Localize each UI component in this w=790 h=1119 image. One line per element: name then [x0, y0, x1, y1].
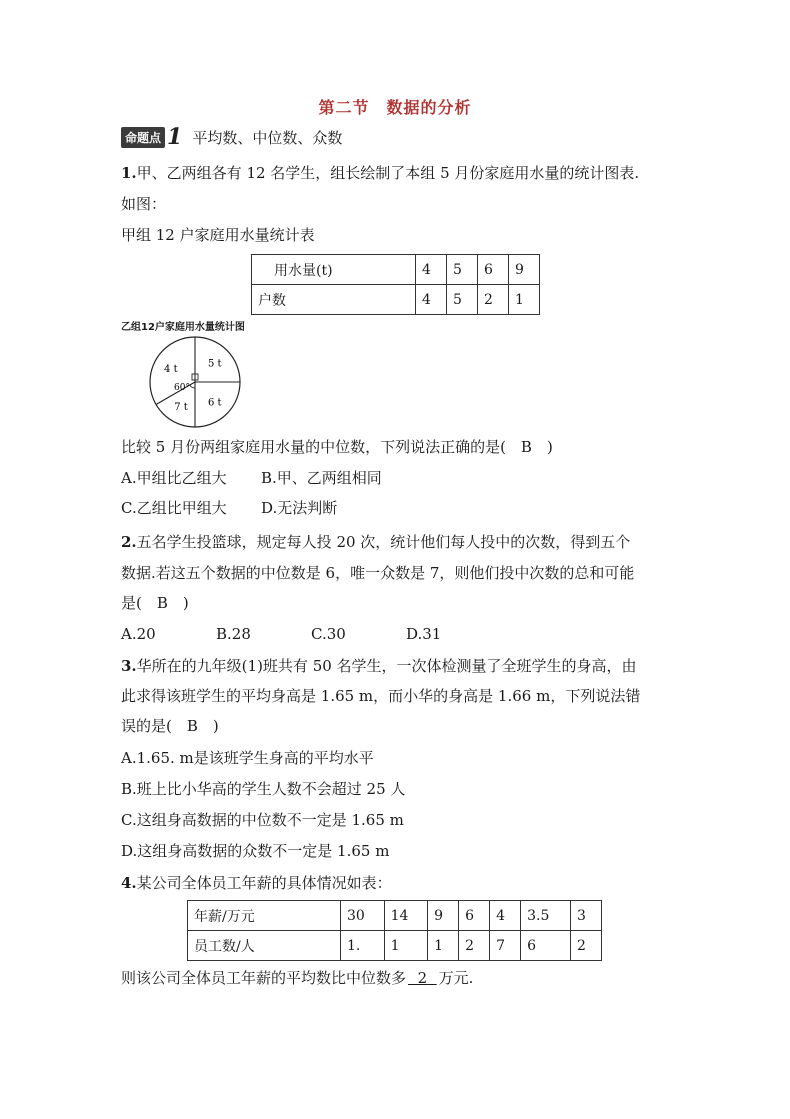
table-cell: 5 [447, 255, 478, 285]
q3-option-b[interactable]: B.班上比小华高的学生人数不会超过 25 人 [121, 780, 406, 798]
topic-header [121, 124, 343, 150]
pie-slice-label: 7 t [174, 402, 188, 414]
table-cell: 3.5 [521, 901, 571, 931]
q4-answer-suffix: 万元. [438, 969, 474, 987]
pie-slice-label: 6 t [207, 397, 222, 409]
table-cell: 1. [341, 931, 385, 961]
q2-option-a[interactable]: A.20 [121, 625, 156, 643]
q1-option-d[interactable]: D.无法判断 [261, 499, 338, 517]
table-cell: 9 [509, 255, 540, 285]
q1-question: 比较 5 月份两组家庭用水量的中位数，下列说法正确的是( B ) [121, 438, 553, 456]
q1-table-title: 甲组 12 户家庭用水量统计表 [121, 226, 315, 244]
q4-line1 [121, 873, 392, 893]
q2-line3: 是( B ) [121, 594, 189, 612]
pie-slice-label: 4 t [164, 364, 178, 376]
table-cell: 户数 [252, 285, 416, 315]
table-row [188, 931, 602, 961]
q4-text: 某公司全体员工年薪的具体情况如表： [136, 874, 392, 892]
table-cell: 年薪/万元 [188, 901, 341, 931]
q1-line1 [121, 163, 639, 183]
table-cell: 30 [341, 901, 385, 931]
q1-option-c[interactable]: C.乙组比甲组大 [121, 499, 227, 517]
q2-option-d[interactable]: D.31 [406, 625, 442, 643]
table-cell: 9 [428, 901, 459, 931]
table-cell: 2 [478, 285, 509, 315]
q1-text: 甲、乙两组各有 12 名学生，组长绘制了本组 5 月份家庭用水量的统计图表. [136, 164, 640, 182]
q2-option-c[interactable]: C.30 [311, 625, 346, 643]
q2-option-b[interactable]: B.28 [216, 625, 251, 643]
pie-chart [140, 333, 250, 433]
q1-option-b[interactable]: B.甲、乙两组相同 [261, 469, 382, 487]
table-cell: 7 [490, 931, 521, 961]
q4-answer: 2 [417, 969, 428, 987]
table-cell: 6 [459, 901, 490, 931]
pie-chart-title: 乙组12户家庭用水量统计图 [121, 322, 245, 333]
table-cell: 用水量(t) [252, 255, 416, 285]
table-cell: 3 [570, 901, 601, 931]
table-cell: 14 [384, 901, 428, 931]
q4-answer-line [121, 968, 473, 988]
q2-number: 2. [121, 533, 137, 551]
table-cell: 1 [428, 931, 459, 961]
q2-line2: 数据.若这五个数据的中位数是 6，唯一众数是 7，则他们投中次数的总和可能 [121, 564, 635, 582]
q3-number: 3. [121, 657, 137, 675]
q3-text: 华所在的九年级(1)班共有 50 名学生，一次体检测量了全班学生的身高，由 [136, 657, 637, 675]
q2-line1 [121, 532, 630, 552]
q2-text: 五名学生投篮球，规定每人投 20 次，统计他们每人投中的次数，得到五个 [136, 533, 631, 551]
q1-water-table [251, 254, 540, 315]
q3-option-c[interactable]: C.这组身高数据的中位数不一定是 1.65 m [121, 811, 404, 829]
q4-answer-blank[interactable] [406, 969, 439, 987]
topic-badge: 命题点 [121, 127, 165, 148]
q1-option-a[interactable]: A.甲组比乙组大 [121, 469, 227, 487]
table-cell: 4 [490, 901, 521, 931]
q1-number: 1. [121, 164, 137, 182]
table-cell: 1 [384, 931, 428, 961]
topic-number: 1 [167, 124, 183, 150]
table-cell: 4 [416, 255, 447, 285]
table-cell: 6 [521, 931, 571, 961]
topic-label: 平均数、中位数、众数 [192, 128, 343, 147]
q3-option-a[interactable]: A.1.65. m是该班学生身高的平均水平 [121, 749, 374, 767]
q3-line3: 误的是( B ) [121, 717, 219, 735]
table-cell: 2 [459, 931, 490, 961]
q1-line2: 如图： [121, 195, 167, 213]
table-row [252, 255, 540, 285]
table-cell: 2 [570, 931, 601, 961]
table-row [252, 285, 540, 315]
section-title: 第二节 数据的分析 [318, 98, 472, 117]
pie-angle-arc [190, 385, 195, 388]
q4-answer-prefix: 则该公司全体员工年薪的平均数比中位数多 [121, 969, 407, 987]
q4-salary-table [187, 900, 602, 961]
pie-angle-annotation: 60° [174, 383, 190, 393]
q4-number: 4. [121, 874, 137, 892]
table-cell: 1 [509, 285, 540, 315]
q3-line2: 此求得该班学生的平均身高是 1.65 m，而小华的身高是 1.66 m，下列说法错 [121, 687, 641, 705]
table-cell: 员工数/人 [188, 931, 341, 961]
q3-line1 [121, 656, 637, 676]
table-cell: 5 [447, 285, 478, 315]
pie-slice-label: 5 t [207, 358, 222, 370]
q3-option-d[interactable]: D.这组身高数据的众数不一定是 1.65 m [121, 842, 390, 860]
table-cell: 6 [478, 255, 509, 285]
table-cell: 4 [416, 285, 447, 315]
table-row [188, 901, 602, 931]
